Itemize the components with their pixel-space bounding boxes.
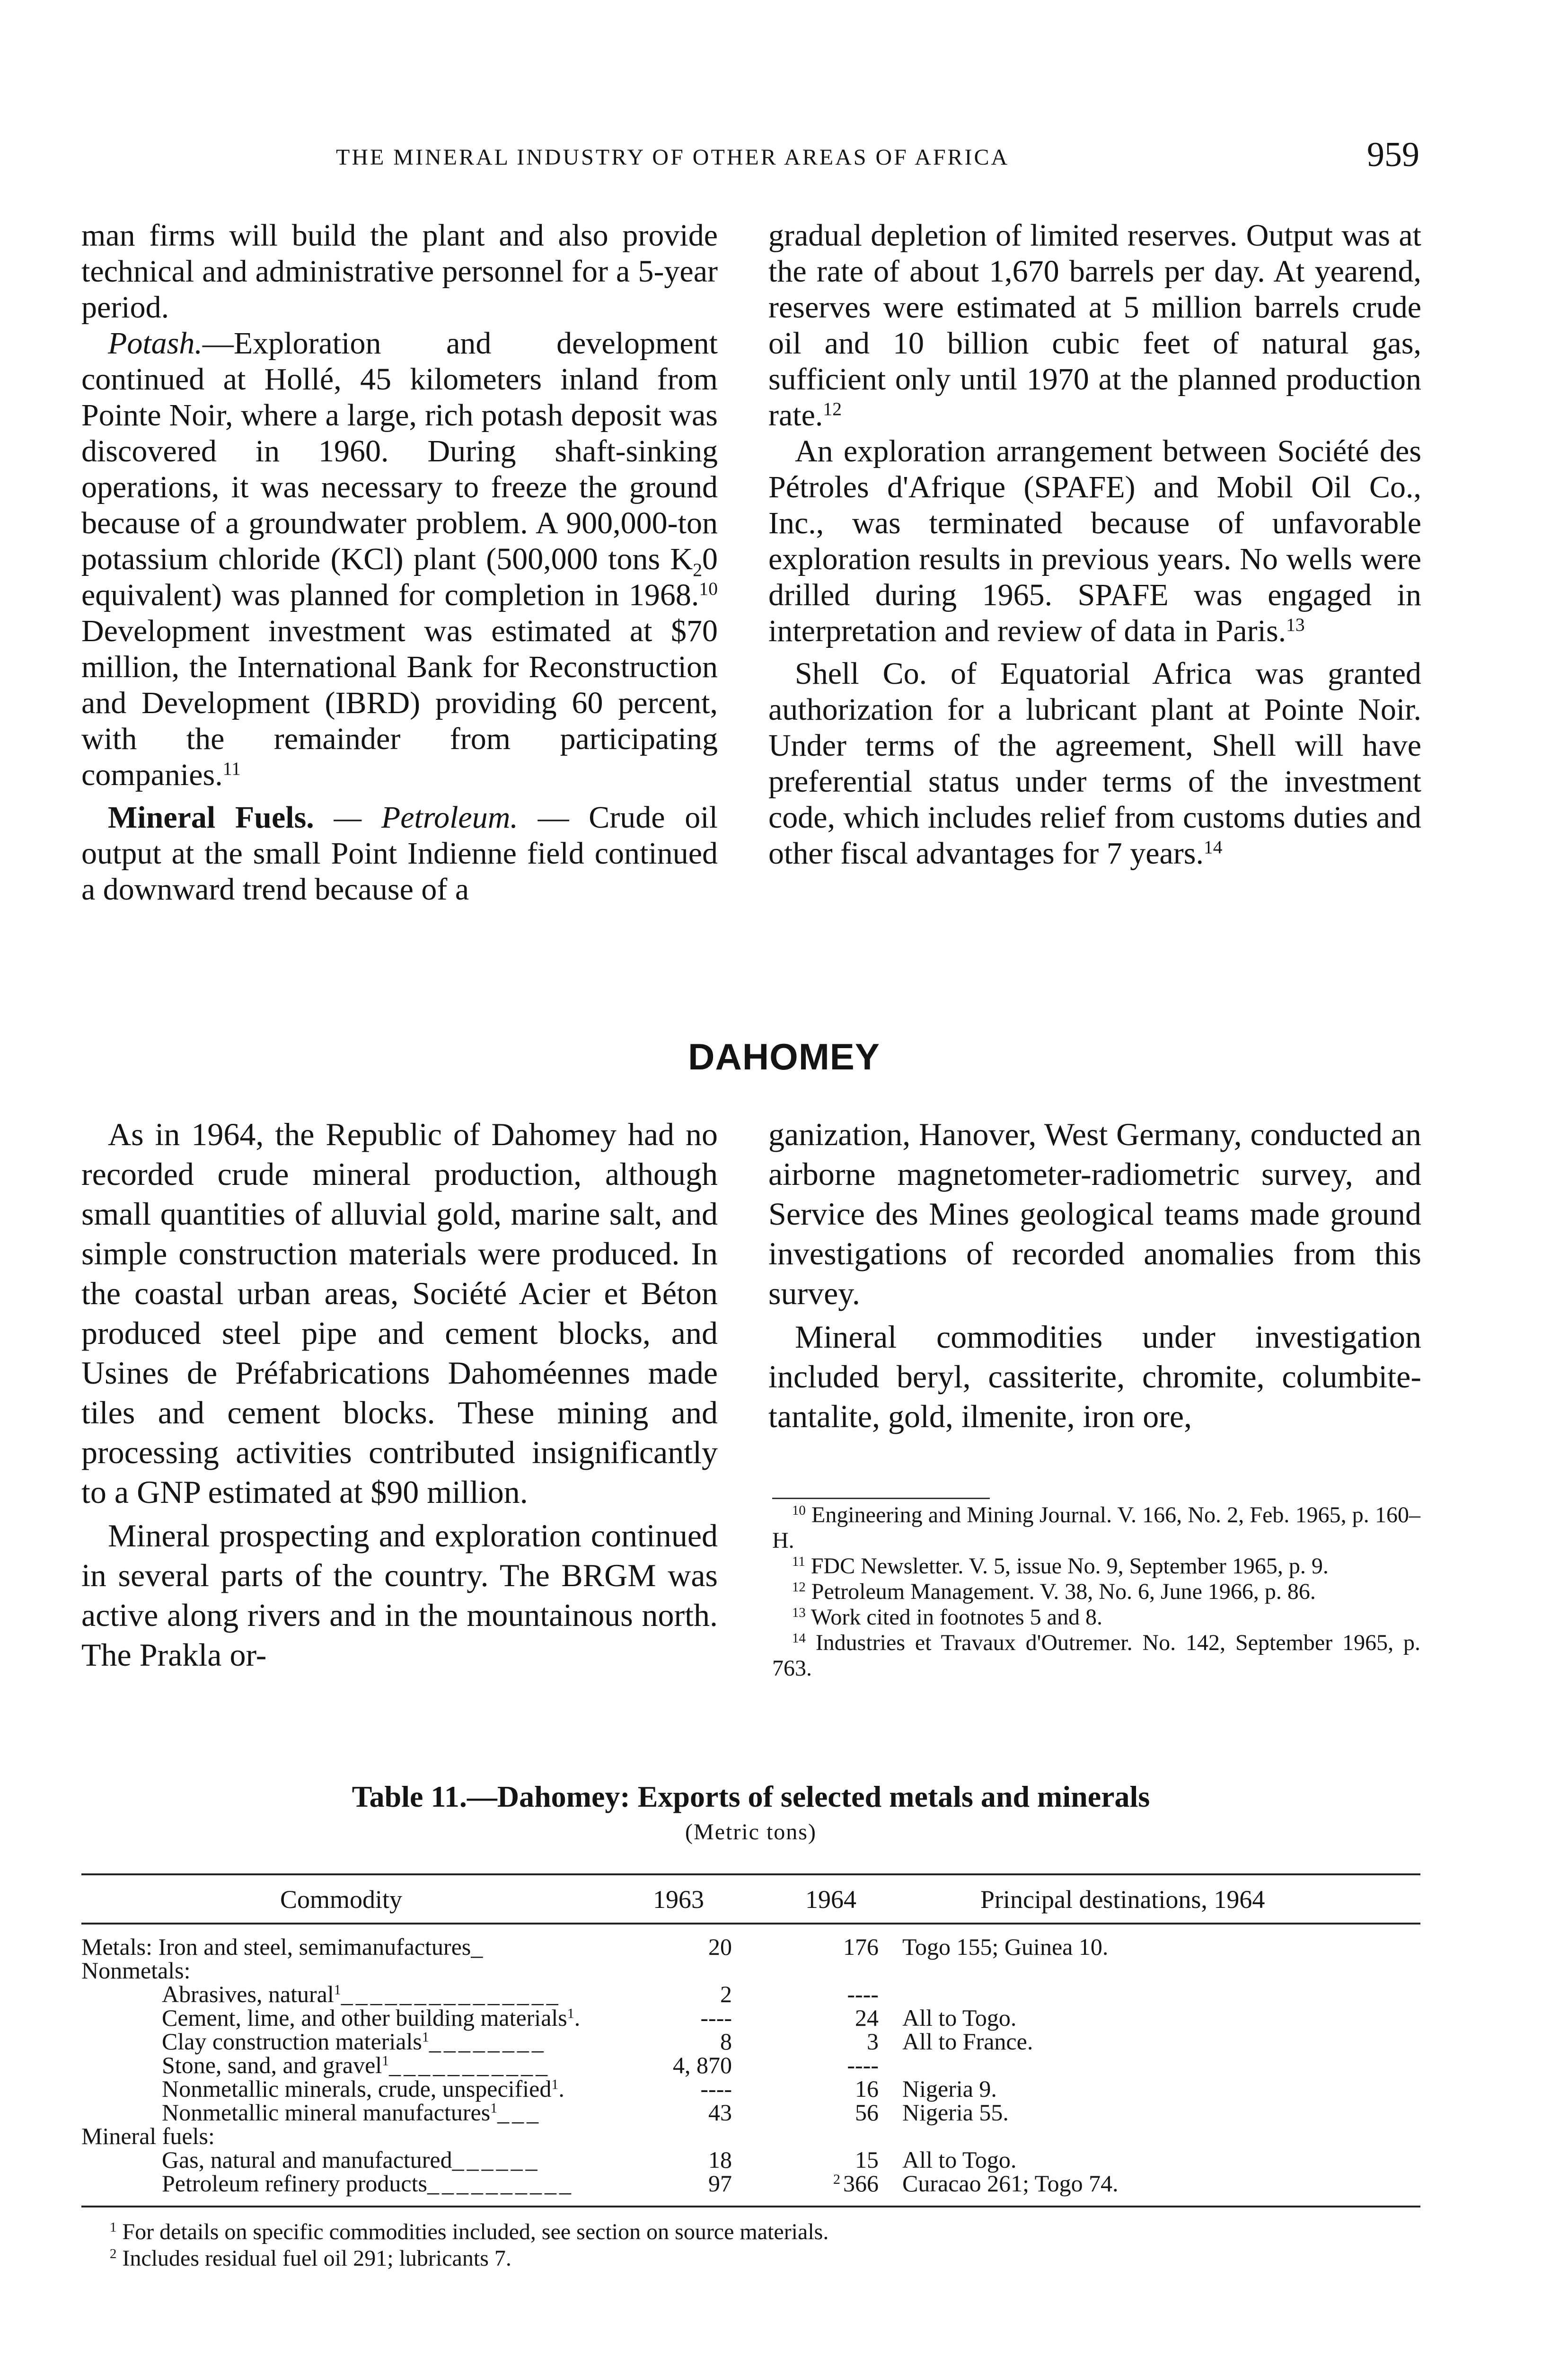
- footnote-ref: 14: [1203, 837, 1223, 858]
- value-1964-cell: 56: [855, 2099, 879, 2126]
- column-dahomey-right: [768, 1114, 1421, 1440]
- paragraph: Mineral commodities under investigation included beryl, cassiterite, chromite, columbite-tantalite, gold, ilmenite, iron ore,: [768, 1319, 1421, 1434]
- paragraph: As in 1964, the Republic of Dahomey had no recorded crude mineral production, although small quantities of alluvial gold, marine salt, and simple construction materials were produced. In the coastal urban areas, Société Acier et Béton produced steel pipe and cement blocks, and Usines de Préfabrications Dahoméennes made tiles and cement blocks. These mining and processing activities contributed insignificantly to a GNP estimated at $90 million.: [81, 1116, 718, 1510]
- paragraph: ganization, Hanover, West Germany, conducted an airborne magnetometer-radiometric survey, and Service des Mines geological teams made ground investigations of recorded anomalies from this survey.: [768, 1116, 1421, 1311]
- table-row: [81, 2148, 1420, 2172]
- value-1964-cell: $^2$ 366: [833, 2170, 879, 2197]
- commodity-cell: Cement, lime, and other building materials$^1$.: [162, 2004, 583, 2031]
- value-1963-cell: 20: [708, 1933, 732, 1960]
- column-top-right: [768, 218, 1421, 872]
- commodity-cell: Nonmetallic mineral manufactures$^1$___: [162, 2099, 542, 2126]
- value-1964-cell: ----: [847, 1981, 879, 2007]
- running-header: [80, 135, 1419, 177]
- column-header-1964: 1964: [805, 1885, 856, 1914]
- footnote-ref: 11: [222, 758, 241, 779]
- paragraph: man firms will build the plant and also provide technical and administrative personnel for a 5-year period.: [81, 218, 718, 325]
- value-1963-cell: 43: [708, 2099, 732, 2126]
- value-1964-cell: ----: [847, 2052, 879, 2078]
- value-1963-cell: ----: [700, 2004, 732, 2031]
- commodity-cell: Stone, sand, and gravel$^1$___________: [162, 2052, 551, 2078]
- destination-cell: Nigeria 55.: [902, 2099, 1009, 2126]
- destination-cell: Togo 155; Guinea 10.: [902, 1933, 1109, 1960]
- commodity-cell: Clay construction materials$^1$________: [162, 2028, 546, 2055]
- footnote-ref: 13: [1286, 614, 1305, 636]
- paragraph: Mineral prospecting and exploration continued in several parts of the country. The BRGM was active along rivers and in the mountainous north. The Prakla or-: [81, 1518, 718, 1673]
- table-body: [81, 1925, 1420, 2206]
- destination-cell: All to Togo.: [902, 2146, 1017, 2173]
- section-heading-dahomey: DAHOMEY: [688, 1036, 880, 1077]
- table-row: [81, 2030, 1420, 2053]
- table-rule: [81, 2206, 1420, 2207]
- table-title: Table 11.—Dahomey: Exports of selected metals and minerals: [352, 1780, 1150, 1813]
- table-row: [81, 2101, 1420, 2124]
- value-1964-cell: 15: [855, 2146, 879, 2173]
- value-1963-cell: 18: [708, 2146, 732, 2173]
- table-header: [81, 1875, 1420, 1923]
- value-1964-cell: 16: [855, 2075, 879, 2102]
- commodity-cell: Petroleum refinery products__________: [162, 2170, 574, 2197]
- mineral-fuels-heading: Mineral Fuels.: [108, 800, 314, 835]
- table-row: [81, 1982, 1420, 2006]
- value-1963-cell: 2: [720, 1981, 732, 2007]
- table-notes: [81, 2219, 1420, 2272]
- footnote: $^{13}$ Work cited in footnotes 5 and 8.: [792, 1605, 1102, 1630]
- footnote: $^{10}$ Engineering and Mining Journal. V. 166, No. 2, Feb. 1965, p. 160–H.: [772, 1502, 1420, 1553]
- running-title: THE MINERAL INDUSTRY OF OTHER AREAS OF AFRICA: [336, 145, 1010, 170]
- value-1964-cell: 24: [855, 2004, 879, 2031]
- column-dahomey-left: [81, 1114, 718, 1678]
- commodity-cell: Metals: Iron and steel, semimanufactures_: [81, 1933, 486, 1960]
- paragraph: Shell Co. of Equatorial Africa was granted authorization for a lubricant plant at Pointe Noir. Under terms of the agreement, Shell will have preferential status under terms of the investment code, which includes relief from customs duties and other fiscal advantages for 7 years.$^{14}$: [768, 656, 1421, 871]
- table-subtitle: (Metric tons): [685, 1819, 817, 1845]
- table-note: $^2$ Includes residual fuel oil 291; lubricants 7.: [110, 2246, 511, 2271]
- value-1963-cell: 4, 870: [673, 2052, 732, 2078]
- destination-cell: All to France.: [902, 2028, 1033, 2055]
- column-header-commodity: Commodity: [280, 1885, 403, 1914]
- table-row: [81, 2053, 1420, 2077]
- footnote-ref: 12: [823, 398, 842, 420]
- destination-cell: All to Togo.: [902, 2004, 1017, 2031]
- table-row: [81, 1959, 1420, 1982]
- paragraph: gradual depletion of limited reserves. Output was at the rate of about 1,670 barrels per day. At yearend, reserves were estimated at 5 million barrels crude oil and 10 billion cubic feet of natural gas, sufficient only until 1970 at the planned production rate.$^{12}$: [768, 218, 1421, 433]
- table-note: $^1$ For details on specific commodities included, see section on source materials.: [110, 2219, 829, 2244]
- footnote-divider: [772, 1498, 990, 1499]
- table-row: [81, 1935, 1420, 1959]
- value-1963-cell: 8: [720, 2028, 732, 2055]
- commodity-cell: Mineral fuels:: [81, 2123, 215, 2149]
- commodity-cell: Abrasives, natural$^1$_______________: [162, 1981, 561, 2007]
- value-1964-cell: 3: [867, 2028, 879, 2055]
- paragraph-potash: Potash.—Exploration and development continued at Hollé, 45 kilometers inland from Pointe Noir, where a large, rich potash deposit was discovered in 1960. During shaft-sinking operations, it was necessary to freeze the ground because of a groundwater problem. A 900,000-ton potassium chloride (KCl) plant (500,000 tons $K_20$ equivalent) was planned for completion in 1968.10 Development investment was estimated at $70 million, the International Bank for Reconstruction and Development (IBRD) providing 60 percent, with the remainder from participating companies.$^{11}$: [81, 326, 718, 792]
- footnote: $^{14}$ Industries et Travaux d'Outremer. No. 142, September 1965, p. 763.: [772, 1630, 1420, 1681]
- column-header-1963: 1963: [653, 1885, 704, 1914]
- destination-cell: Curacao 261; Togo 74.: [902, 2170, 1119, 2197]
- table-row: [81, 2006, 1420, 2030]
- paragraph-mineral-fuels: Mineral Fuels. — Petroleum. — Crude oil output at the small Point Indienne field continued a downward trend because of a: [81, 800, 718, 907]
- destination-cell: Nigeria 9.: [902, 2075, 997, 2102]
- table-11: [81, 1779, 1420, 2272]
- footnote: $^{11}$ FDC Newsletter. V. 5, issue No. 9, September 1965, p. 9.: [792, 1554, 1329, 1579]
- potash-heading: Potash.: [108, 326, 203, 361]
- exports-table: [81, 1873, 1420, 2207]
- commodity-cell: Gas, natural and manufactured______: [162, 2146, 540, 2173]
- column-top-left: [81, 218, 718, 908]
- table-row: [81, 2077, 1420, 2101]
- value-1964-cell: 176: [843, 1933, 879, 1960]
- column-header-destinations: Principal destinations, 1964: [980, 1885, 1265, 1914]
- table-row: [81, 2124, 1420, 2148]
- value-1963-cell: ----: [700, 2075, 732, 2102]
- footnote: $^{12}$ Petroleum Management. V. 38, No. 6, June 1966, p. 86.: [792, 1579, 1316, 1604]
- paragraph: An exploration arrangement between Société des Pétroles d'Afrique (SPAFE) and Mobil Oil Co., Inc., was terminated because of unfavorable exploration results in previous years. No wells were drilled during 1965. SPAFE was engaged in interpretation and review of data in Paris.$^{13}$: [768, 434, 1421, 648]
- commodity-cell: Nonmetals:: [81, 1957, 191, 1984]
- commodity-cell: Nonmetallic minerals, crude, unspecified$^1$.: [162, 2075, 567, 2102]
- petroleum-heading: — Petroleum.: [314, 800, 518, 835]
- value-1963-cell: 97: [708, 2170, 732, 2197]
- footnote-ref: 10: [699, 578, 718, 600]
- footnotes: [772, 1502, 1420, 1681]
- page-number: 959: [1367, 135, 1419, 174]
- table-row: [81, 2172, 1420, 2195]
